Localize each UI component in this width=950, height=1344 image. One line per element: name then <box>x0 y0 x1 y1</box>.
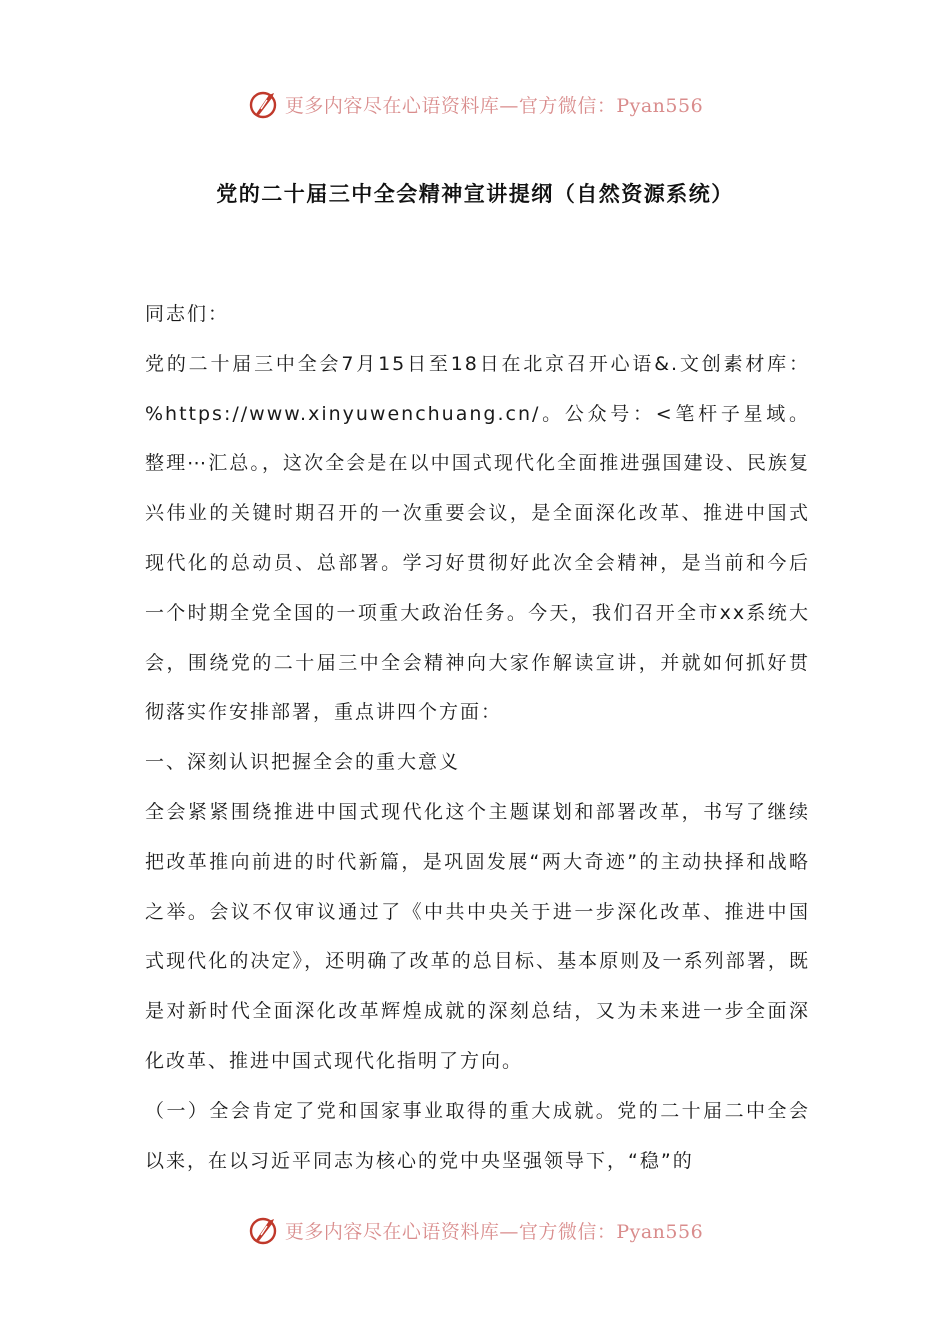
document-title: 党的二十届三中全会精神宣讲提纲（自然资源系统） <box>216 182 734 206</box>
watermark-text: 更多内容尽在心语资料库—官方微信：Pyan556 <box>284 94 704 117</box>
document-body <box>145 290 810 1186</box>
quill-pen-circle-icon <box>247 1213 281 1247</box>
subsection-1-paragraph: （一）全会肯定了党和国家事业取得的重大成就。党的二十届二中全会以来，在以习近平同志为核心的党中央坚强领导下，“稳”的 <box>145 1099 810 1172</box>
section-heading-1: 一、深刻认识把握全会的重大意义 <box>145 751 461 774</box>
watermark-banner-bottom <box>0 1210 950 1250</box>
intro-paragraph: 党的二十届三中全会7月15日至18日在北京召开心语&.文创素材库：%https://www.xinyuwenchuang.cn/。公众号：<笔杆子星域。整理⋯汇总。，这次全会是在以中国式现代化全面推进强国建设、民族复兴伟业的关键时期召开的一次重要会议，是全面深化改革、推进中国式现代化的总动员、总部署。学习好贯彻好此次全会精神，是当前和今后一个时期全党全国的一项重大政治任务。今天，我们召开全市xx系统大会，围绕党的二十届三中全会精神向大家作解读宣讲，并就如何抓好贯彻落实作安排部署，重点讲四个方面： <box>145 352 810 724</box>
watermark-text: 更多内容尽在心语资料库—官方微信：Pyan556 <box>284 1220 704 1243</box>
section-1-paragraph: 全会紧紧围绕推进中国式现代化这个主题谋划和部署改革，书写了继续把改革推向前进的时代新篇，是巩固发展“两大奇迹”的主动抉择和战略之举。会议不仅审议通过了《中共中央关于进一步深化改革、推进中国式现代化的决定》，还明确了改革的总目标、基本原则及一系列部署，既是对新时代全面深化改革辉煌成就的深刻总结，又为未来进一步全面深化改革、推进中国式现代化指明了方向。 <box>145 800 810 1072</box>
greeting: 同志们： <box>145 303 230 325</box>
watermark-banner-top <box>0 84 950 124</box>
quill-pen-circle-icon <box>247 87 281 121</box>
